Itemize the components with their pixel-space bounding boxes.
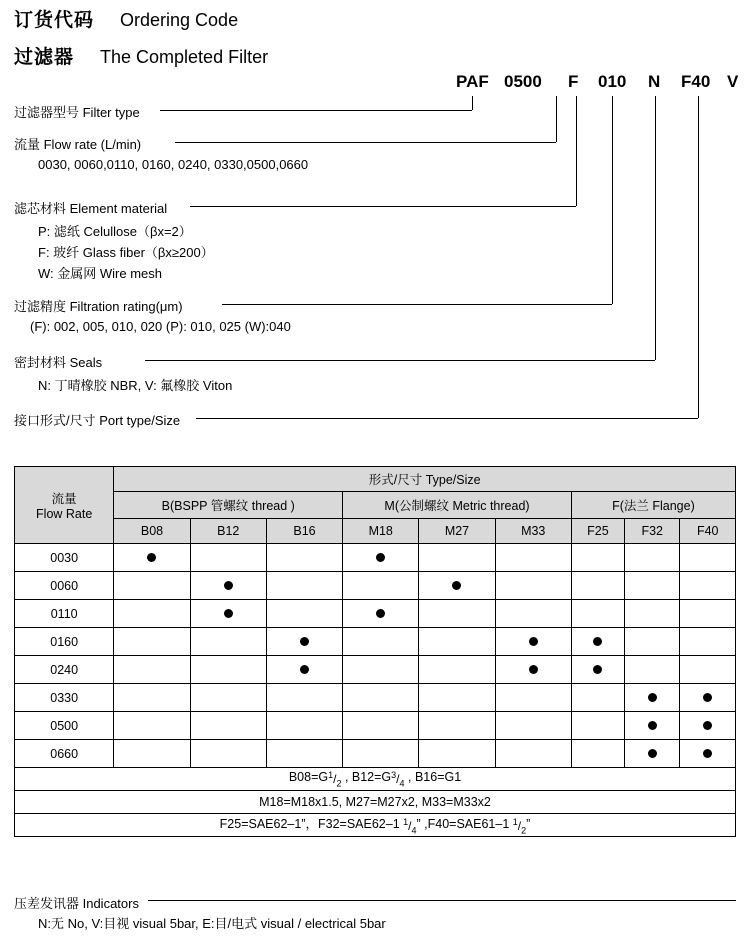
row-flow-0060: 0060 xyxy=(15,572,114,600)
cell-0330-B12 xyxy=(190,684,266,712)
cell-0030-F32 xyxy=(625,544,680,572)
cell-0240-F25 xyxy=(571,656,624,684)
dot-mark xyxy=(593,665,602,674)
indicators-label: 压差发讯器 Indicators xyxy=(14,896,139,911)
row-flow-0240: 0240 xyxy=(15,656,114,684)
leader-model-horizontal xyxy=(160,110,472,111)
legend-label-port-type: 接口形式/尺寸 Port type/Size xyxy=(14,413,181,428)
cell-0330-B16 xyxy=(266,684,342,712)
dot-mark xyxy=(147,553,156,562)
row-flow-0660: 0660 xyxy=(15,740,114,768)
cell-0110-F40 xyxy=(680,600,736,628)
cell-0660-M18 xyxy=(343,740,419,768)
column-header-f40: F40 xyxy=(680,519,736,544)
cell-0030-B12 xyxy=(190,544,266,572)
cell-0660-B12 xyxy=(190,740,266,768)
group-header-flange: F(法兰 Flange) xyxy=(571,492,735,519)
table-header-row-3 xyxy=(15,519,736,544)
row-flow-0030: 0030 xyxy=(15,544,114,572)
table-row xyxy=(15,712,736,740)
dot-mark xyxy=(300,637,309,646)
legend-sub-element-p: P: 滤纸 Celullose（βx=2） xyxy=(38,224,192,239)
dot-mark xyxy=(593,637,602,646)
legend-label-filter-type: 过滤器型号 Filter type xyxy=(14,105,140,120)
cell-0330-M18 xyxy=(343,684,419,712)
leader-flow-vertical xyxy=(556,96,557,142)
table-row xyxy=(15,544,736,572)
cell-0060-M18 xyxy=(343,572,419,600)
code-part-flow: 0500 xyxy=(504,72,542,91)
page-title-en: Ordering Code xyxy=(120,10,239,30)
cell-0060-F40 xyxy=(680,572,736,600)
note-bspp-sizes: $B08=G^1/_2$ , $B12=G^3/_4$ , B16=G1 xyxy=(15,768,736,791)
row-flow-0500: 0500 xyxy=(15,712,114,740)
cell-0060-F25 xyxy=(571,572,624,600)
cell-0060-B08 xyxy=(114,572,190,600)
dot-mark xyxy=(376,609,385,618)
row-flow-0160: 0160 xyxy=(15,628,114,656)
cell-0500-B16 xyxy=(266,712,342,740)
cell-0160-F40 xyxy=(680,628,736,656)
cell-0500-F25 xyxy=(571,712,624,740)
cell-0500-F32 xyxy=(625,712,680,740)
note-metric-sizes: M18=M18x1.5, M27=M27x2, M33=M33x2 xyxy=(15,791,736,814)
leader-port-vertical xyxy=(698,96,699,418)
cell-0160-M27 xyxy=(419,628,495,656)
table-row xyxy=(15,600,736,628)
table-row xyxy=(15,572,736,600)
leader-model-vertical xyxy=(472,96,473,110)
legend-label-flow-rate: 流量 Flow rate (L/min) xyxy=(14,137,142,152)
page-title-ordering-code xyxy=(14,5,238,32)
cell-0660-B16 xyxy=(266,740,342,768)
cell-0660-F25 xyxy=(571,740,624,768)
dot-mark xyxy=(224,609,233,618)
cell-0110-F25 xyxy=(571,600,624,628)
type-size-table xyxy=(14,466,736,837)
dot-mark xyxy=(529,665,538,674)
cell-0110-M33 xyxy=(495,600,571,628)
legend-sub-seal-values: N: 丁晴橡胶 NBR, V: 氟橡胶 Viton xyxy=(38,378,233,393)
cell-0660-M33 xyxy=(495,740,571,768)
cell-0060-F32 xyxy=(625,572,680,600)
table-header-row-2 xyxy=(15,492,736,519)
leader-seal-vertical xyxy=(655,96,656,360)
table-header-row-1 xyxy=(15,467,736,492)
dot-mark xyxy=(648,693,657,702)
cell-0160-B16 xyxy=(266,628,342,656)
cell-0240-B16 xyxy=(266,656,342,684)
row-flow-0330: 0330 xyxy=(15,684,114,712)
flow-rate-header-cn: 流量 xyxy=(51,492,77,506)
cell-0110-F32 xyxy=(625,600,680,628)
dot-mark xyxy=(648,721,657,730)
cell-0160-B12 xyxy=(190,628,266,656)
page-title-cn: 订货代码 xyxy=(14,10,95,31)
code-part-seal: N xyxy=(648,72,661,91)
dot-mark xyxy=(452,581,461,590)
legend-sub-element-w: W: 金属网 Wire mesh xyxy=(38,266,162,281)
table-row xyxy=(15,684,736,712)
dot-mark xyxy=(703,749,712,758)
legend-sub-flow-values: 0030, 0060,0110, 0160, 0240, 0330,0500,0660 xyxy=(38,157,309,172)
leader-port-horizontal xyxy=(196,418,698,419)
cell-0330-M33 xyxy=(495,684,571,712)
section-title-cn: 过滤器 xyxy=(14,47,75,68)
leader-seal-horizontal xyxy=(145,360,655,361)
cell-0330-B08 xyxy=(114,684,190,712)
cell-0110-B08 xyxy=(114,600,190,628)
cell-0030-M33 xyxy=(495,544,571,572)
cell-0240-B08 xyxy=(114,656,190,684)
cell-0030-M27 xyxy=(419,544,495,572)
cell-0240-M33 xyxy=(495,656,571,684)
table-note-row xyxy=(15,814,736,837)
column-header-m18: M18 xyxy=(343,519,419,544)
column-header-f32: F32 xyxy=(625,519,680,544)
fraction-1-2: $^1/_2$ xyxy=(328,769,342,789)
cell-0030-M18 xyxy=(343,544,419,572)
dot-mark xyxy=(648,749,657,758)
group-header-metric: M(公制螺纹 Metric thread) xyxy=(343,492,572,519)
dot-mark xyxy=(703,693,712,702)
cell-0240-B12 xyxy=(190,656,266,684)
legend-label-element-material: 滤芯材料 Element material xyxy=(14,201,168,216)
code-part-element: F xyxy=(568,72,579,91)
flow-rate-header-en: Flow Rate xyxy=(36,507,93,521)
cell-0160-F32 xyxy=(625,628,680,656)
dot-mark xyxy=(703,721,712,730)
cell-0500-M27 xyxy=(419,712,495,740)
section-title-filter xyxy=(14,42,268,69)
leader-rating-horizontal xyxy=(222,304,612,305)
ordering-code-string xyxy=(0,72,750,96)
cell-0330-F25 xyxy=(571,684,624,712)
legend-sub-rating-values: (F): 002, 005, 010, 020 (P): 010, 025 (W):040 xyxy=(30,319,291,334)
cell-0110-M18 xyxy=(343,600,419,628)
leader-indicators-horizontal xyxy=(148,900,736,901)
cell-0110-B16 xyxy=(266,600,342,628)
legend-sub-element-f: F: 玻纤 Glass fiber（βx≥200） xyxy=(38,245,214,260)
flow-rate-header-cell xyxy=(15,467,114,544)
cell-0500-B12 xyxy=(190,712,266,740)
group-header-bspp: B(BSPP 管螺纹 thread ) xyxy=(114,492,343,519)
cell-0160-M18 xyxy=(343,628,419,656)
code-part-port: F40 xyxy=(681,72,711,91)
cell-0500-M18 xyxy=(343,712,419,740)
table-note-row xyxy=(15,791,736,814)
legend-label-seals: 密封材料 Seals xyxy=(14,355,103,370)
code-part-model: PAF xyxy=(456,72,489,91)
note-flange-sizes: F25=SAE62–1”，F32=SAE62–1 $^1/_4$” ,F40=SAE61–1 $^1/_2$” xyxy=(15,814,736,837)
fraction-1-2b: $^1/_2$ xyxy=(512,817,527,836)
cell-0240-F32 xyxy=(625,656,680,684)
dot-mark xyxy=(529,637,538,646)
cell-0160-F25 xyxy=(571,628,624,656)
dot-mark xyxy=(376,553,385,562)
leader-flow-horizontal xyxy=(175,142,556,143)
cell-0060-B12 xyxy=(190,572,266,600)
cell-0330-F32 xyxy=(625,684,680,712)
cell-0060-M27 xyxy=(419,572,495,600)
indicators-options: N:无 No, V:目视 visual 5bar, E:目/电式 visual / electrical 5bar xyxy=(38,916,386,931)
column-header-m33: M33 xyxy=(495,519,571,544)
cell-0160-B08 xyxy=(114,628,190,656)
column-header-b08: B08 xyxy=(114,519,190,544)
type-size-header: 形式/尺寸 Type/Size xyxy=(114,467,736,492)
dot-mark xyxy=(300,665,309,674)
cell-0060-M33 xyxy=(495,572,571,600)
code-part-rating: 010 xyxy=(598,72,627,91)
cell-0500-F40 xyxy=(680,712,736,740)
cell-0060-B16 xyxy=(266,572,342,600)
cell-0500-B08 xyxy=(114,712,190,740)
table-row xyxy=(15,740,736,768)
cell-0330-M27 xyxy=(419,684,495,712)
column-header-b12: B12 xyxy=(190,519,266,544)
cell-0660-B08 xyxy=(114,740,190,768)
table-row xyxy=(15,656,736,684)
cell-0240-F40 xyxy=(680,656,736,684)
dot-mark xyxy=(224,581,233,590)
cell-0660-F32 xyxy=(625,740,680,768)
leader-rating-vertical xyxy=(612,96,613,304)
cell-0030-B08 xyxy=(114,544,190,572)
cell-0110-B12 xyxy=(190,600,266,628)
cell-0500-M33 xyxy=(495,712,571,740)
cell-0240-M27 xyxy=(419,656,495,684)
fraction-1-4: $^1/_4$ xyxy=(403,817,417,836)
table-note-row xyxy=(15,768,736,791)
cell-0330-F40 xyxy=(680,684,736,712)
fraction-3-4: $^3/_4$ xyxy=(391,769,405,789)
cell-0660-F40 xyxy=(680,740,736,768)
cell-0030-B16 xyxy=(266,544,342,572)
legend-label-filtration-rating: 过滤精度 Filtration rating(μm) xyxy=(14,299,183,314)
code-part-viton: V xyxy=(727,72,739,91)
table-row xyxy=(15,628,736,656)
section-title-en: The Completed Filter xyxy=(100,47,269,67)
column-header-m27: M27 xyxy=(419,519,495,544)
leader-element-vertical xyxy=(576,96,577,206)
cell-0030-F25 xyxy=(571,544,624,572)
column-header-f25: F25 xyxy=(571,519,624,544)
cell-0110-M27 xyxy=(419,600,495,628)
cell-0240-M18 xyxy=(343,656,419,684)
cell-0660-M27 xyxy=(419,740,495,768)
cell-0160-M33 xyxy=(495,628,571,656)
column-header-b16: B16 xyxy=(266,519,342,544)
cell-0030-F40 xyxy=(680,544,736,572)
leader-element-horizontal xyxy=(190,206,576,207)
row-flow-0110: 0110 xyxy=(15,600,114,628)
